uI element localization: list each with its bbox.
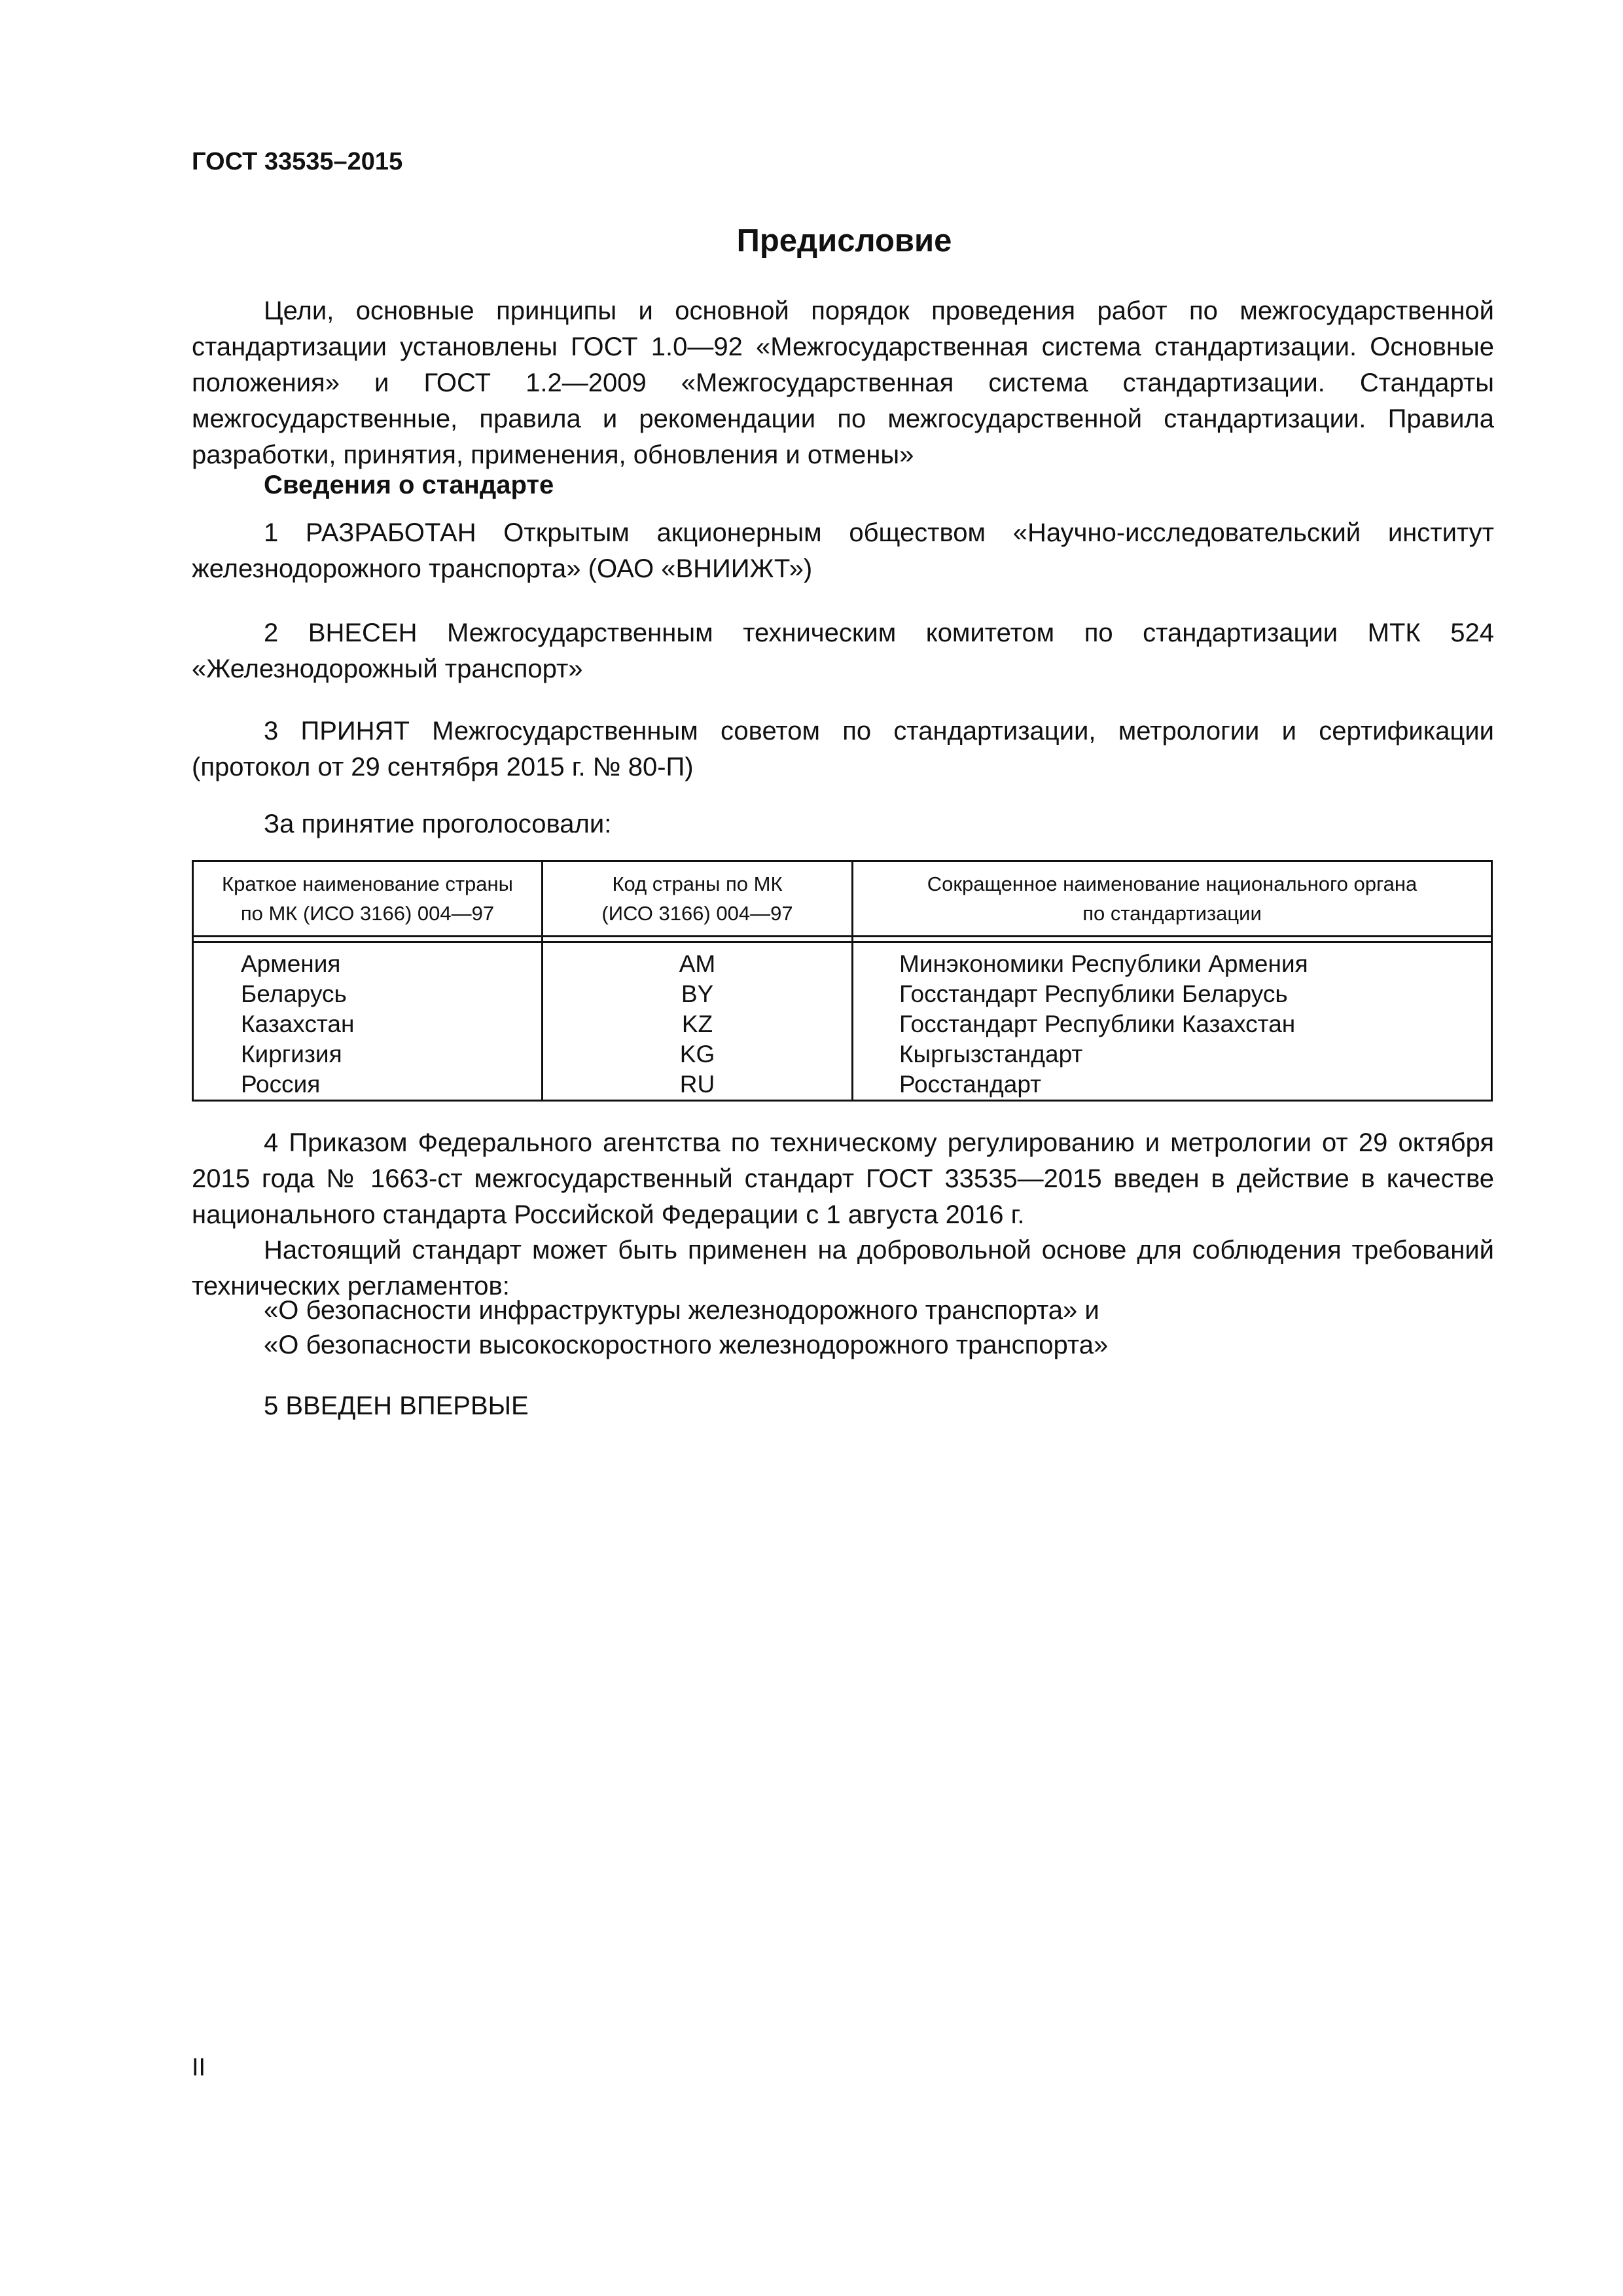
item-developed: 1 РАЗРАБОТАН Открытым акционерным обществом «Научно-исследовательский институт железнодорожного транспорта» (ОАО «ВНИИЖТ») xyxy=(192,518,1494,583)
document-code: ГОСТ 33535–2015 xyxy=(192,148,403,175)
table-cell-code: BY xyxy=(681,980,714,1007)
code-column xyxy=(543,949,851,1100)
table-cell-code: AM xyxy=(679,950,716,977)
item-introduced: 2 ВНЕСЕН Межгосударственным техническим комитетом по стандартизации МТК 524 «Железнодорожный транспорт» xyxy=(192,619,1494,683)
regulation-line: «О безопасности инфраструктуры железнодорожного транспорта» и xyxy=(264,1296,1099,1325)
table-cell-body: Госстандарт Республики Казахстан xyxy=(899,1011,1296,1037)
country-column xyxy=(241,949,354,1100)
item-order: 4 Приказом Федерального агентства по техническому регулированию и метрологии от 29 октября 2015 года № 1663-ст межгосударственный стандарт ГОСТ 33535—2015 введен в действие в качестве национального стандарта Российской Федерации с 1 августа 2016 г. xyxy=(192,1128,1494,1229)
voting-table xyxy=(192,860,1493,1102)
table-cell-body: Госстандарт Республики Беларусь xyxy=(899,980,1288,1007)
table-cell-code: RU xyxy=(679,1071,715,1098)
page-number: II xyxy=(192,2054,206,2081)
body-column xyxy=(899,949,1308,1100)
item-adopted: 3 ПРИНЯТ Межгосударственным советом по стандартизации, метрологии и сертификации (протокол от 29 сентября 2015 г. № 80-П) xyxy=(192,717,1494,781)
table-cell-body: Кыргызстандарт xyxy=(899,1041,1083,1067)
table-cell-country: Казахстан xyxy=(241,1011,355,1037)
table-cell-body: Росстандарт xyxy=(899,1071,1042,1098)
section-heading: Сведения о стандарте xyxy=(264,471,554,499)
table-cell-code: KG xyxy=(679,1041,715,1067)
table-header-country: Краткое наименование страны по МК (ИСО 3166) 004—97 xyxy=(222,872,513,925)
table-cell-body: Минэкономики Республики Армения xyxy=(899,950,1308,977)
item-first-introduced: 5 ВВЕДЕН ВПЕРВЫЕ xyxy=(264,1391,529,1420)
table-cell-country: Беларусь xyxy=(241,980,347,1007)
table-cell-country: Киргизия xyxy=(241,1041,342,1067)
table-cell-country: Россия xyxy=(241,1071,321,1098)
table-cell-country: Армения xyxy=(241,950,341,977)
table-header-code: Код страны по МК (ИСО 3166) 004—97 xyxy=(601,872,793,925)
intro-paragraph: Цели, основные принципы и основной порядок проведения работ по межгосударственной стандартизации установлены ГОСТ 1.0—92 «Межгосударственная система стандартизации. Основные положения» и ГОСТ 1.2—2009 «Межгосударственная система стандартизации. Стандарты межгосударственные, правила и рекомендации по межгосударственной стандартизации. Правила разработки, принятия, применения, обновления и отмены» xyxy=(192,296,1494,469)
voted-label: За принятие проголосовали: xyxy=(264,810,612,838)
voluntary-paragraph: Настоящий стандарт может быть применен на добровольной основе для соблюдения требований технических регламентов: xyxy=(192,1236,1494,1300)
regulation-line: «О безопасности высокоскоростного железнодорожного транспорта» xyxy=(264,1331,1109,1359)
page-title: Предисловие xyxy=(736,223,952,259)
table-header-body: Сокращенное наименование национального органа по стандартизации xyxy=(927,872,1418,925)
table-cell-code: KZ xyxy=(681,1011,713,1037)
